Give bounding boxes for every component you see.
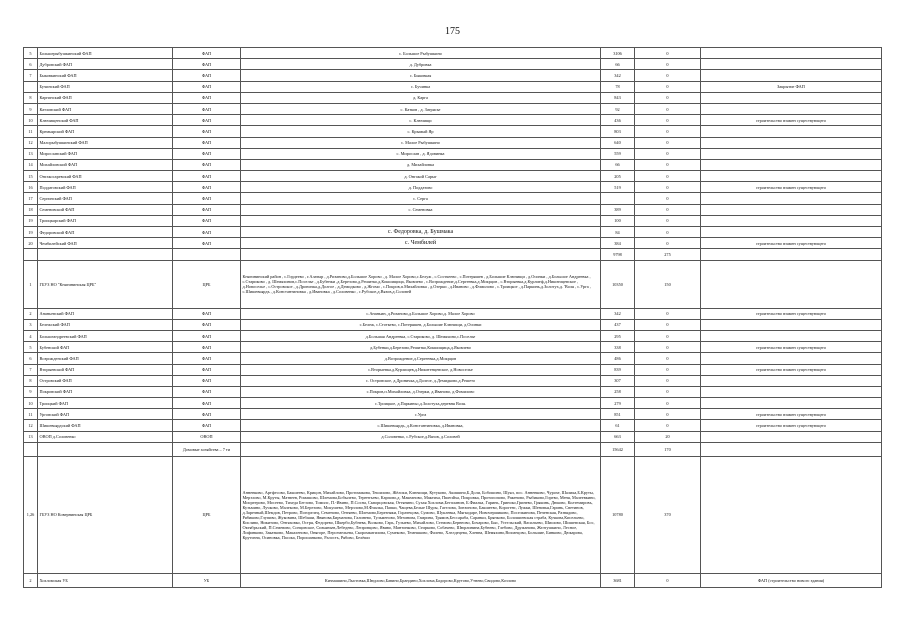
facility-name: Бележский ФАП xyxy=(38,319,173,330)
row-number: 1 xyxy=(24,260,38,308)
table-row xyxy=(24,342,882,353)
table-row xyxy=(24,70,882,81)
facility-type: ФАП xyxy=(173,81,241,92)
settlement-list: д.Бубенки,д.Березово,Решитко,Кокшищица,д.Яковлево xyxy=(241,342,601,353)
table-row xyxy=(24,92,882,103)
note-cell xyxy=(701,59,882,70)
count-value: 0 xyxy=(635,48,701,59)
row-number: 3 xyxy=(24,319,38,330)
settlement-list: д. Карга xyxy=(241,92,601,103)
facility-name: Федоровский ФАП xyxy=(38,227,173,238)
population-value: 279 xyxy=(601,398,635,409)
settlement-list: с. Островское, д.Дроничка,д.Долгое, д.Демидково,д.Решето xyxy=(241,375,601,386)
note-cell xyxy=(701,126,882,137)
facility-name: Большерыбушкинский ФАП xyxy=(38,48,173,59)
row-number: 20 xyxy=(24,238,38,249)
population-value: 851 xyxy=(601,409,635,420)
facility-name: Бубенский ФАП xyxy=(38,342,173,353)
settlement-list: с. Чембилей xyxy=(241,238,601,249)
note-cell: строительство взамен существующего xyxy=(701,182,882,193)
row-number: 12 xyxy=(24,420,38,431)
row-number: 18 xyxy=(24,204,38,215)
population-value: 559 xyxy=(601,148,635,159)
facility-name: ОВОП д.Соловенко xyxy=(38,431,173,442)
row-number: 11 xyxy=(24,409,38,420)
settlement-list: с.Троицкое, д.Паркиньо,д.Золотуха,деревня Воля. xyxy=(241,398,601,409)
note-cell: ФАП (строительство нового здания) xyxy=(701,573,882,587)
table-row xyxy=(24,353,882,364)
table-row xyxy=(24,420,882,431)
facility-name: Дубровский ФАП xyxy=(38,59,173,70)
settlement-list: с.Шишевьярдь, д.Константиновка, д.Ивановка, xyxy=(241,420,601,431)
count-value: 0 xyxy=(635,103,701,114)
facility-name: Островский ФАП xyxy=(38,375,173,386)
table-row xyxy=(24,81,882,92)
count-value: 150 xyxy=(635,260,701,308)
facility-name: Мирославский ФАП xyxy=(38,148,173,159)
settlement-list: с. Бучинка xyxy=(241,81,601,92)
population-value: 389 xyxy=(601,204,635,215)
note-cell: строительство взамен существующего xyxy=(701,420,882,431)
population-value: 66 xyxy=(601,59,635,70)
count-value: 0 xyxy=(635,215,701,226)
facility-name: ГБУЗ НО Ковернинская ЦРБ xyxy=(38,456,173,573)
table-row xyxy=(24,171,882,182)
row-number: 5 xyxy=(24,48,38,59)
facility-name: Ключищенский ФАП xyxy=(38,115,173,126)
count-value: 0 xyxy=(635,409,701,420)
facility-type: ФАП xyxy=(173,70,241,81)
settlement-list: с. Мирослав , д. Ядовинка xyxy=(241,148,601,159)
facility-name: Урговский ФАП xyxy=(38,409,173,420)
table-row xyxy=(24,398,882,409)
count-value: 0 xyxy=(635,92,701,103)
row-number: 8 xyxy=(24,92,38,103)
note-cell xyxy=(701,48,882,59)
settlement-list: с.Бележ, с.Стоткево, с.Потеряшев, д.Большие Ключищи, д.Осинки xyxy=(241,319,601,330)
count-value: 0 xyxy=(635,386,701,397)
facility-name: Шишевьярдский ФАП xyxy=(38,420,173,431)
settlement-list: с.Вторыевка,д.Курлищев,д.Никитенцевское, д.Новоселье xyxy=(241,364,601,375)
settlement-list: с. Семеновка xyxy=(241,204,601,215)
note-cell xyxy=(701,227,882,238)
row-number: 5 xyxy=(24,342,38,353)
note-cell xyxy=(701,137,882,148)
row-number: 19 xyxy=(24,227,38,238)
facility-type: ФАП xyxy=(173,48,241,59)
population-value: 9798 xyxy=(601,249,635,260)
table-row xyxy=(24,573,882,587)
facility-name: Вторыевский ФАП xyxy=(38,364,173,375)
note-cell xyxy=(701,249,882,260)
settlement-list: с.Покров,п.Михайловка, д.Озерки, д.Иваново, д.Фомилово xyxy=(241,386,601,397)
facility-name: Сергинский ФАП xyxy=(38,193,173,204)
note-cell xyxy=(701,375,882,386)
settlement-list: д. Михайловка xyxy=(241,159,601,170)
facility-type: ФАП xyxy=(173,342,241,353)
facility-name: Хохломская УБ xyxy=(38,573,173,587)
row-number: 13 xyxy=(24,431,38,442)
facility-type: ФАП xyxy=(173,59,241,70)
table-row xyxy=(24,456,882,573)
note-cell xyxy=(701,92,882,103)
row-number: 14 xyxy=(24,159,38,170)
population-value: 3681 xyxy=(601,573,635,587)
facility-type: ФАП xyxy=(173,420,241,431)
settlement-list: д. Поддатово xyxy=(241,182,601,193)
population-value: 92 xyxy=(601,103,635,114)
population-value: 15642 xyxy=(601,442,635,456)
table-row xyxy=(24,409,882,420)
note-cell xyxy=(701,319,882,330)
table-row xyxy=(24,48,882,59)
facility-type: ФАП xyxy=(173,238,241,249)
facility-name: Большеандреевский ФАП xyxy=(38,330,173,341)
settlement-list xyxy=(241,215,601,226)
population-value: 10350 xyxy=(601,260,635,308)
row-number xyxy=(24,442,38,456)
row-number: 10 xyxy=(24,398,38,409)
note-cell xyxy=(701,386,882,397)
count-value: 0 xyxy=(635,171,701,182)
note-cell: строительство взамен существующего xyxy=(701,342,882,353)
row-number: 4 xyxy=(24,330,38,341)
facility-name: Покровский ФАП xyxy=(38,386,173,397)
table-row xyxy=(24,115,882,126)
count-value: 0 xyxy=(635,126,701,137)
facility-name: Троицкий ФАП xyxy=(38,398,173,409)
population-value: 436 xyxy=(601,115,635,126)
facility-type xyxy=(173,249,241,260)
row-number: 7 xyxy=(24,364,38,375)
facility-name: Возрожденский ФАП xyxy=(38,353,173,364)
table-row xyxy=(24,148,882,159)
settlement-list: с. Катков , д. Затрясье xyxy=(241,103,601,114)
facility-type: ФАП xyxy=(173,171,241,182)
table-row xyxy=(24,260,882,308)
table-row xyxy=(24,319,882,330)
population-value: 78 xyxy=(601,81,635,92)
settlement-list: д.Возрождение,д.Сергеевка,д.Мокрцов xyxy=(241,353,601,364)
note-cell xyxy=(701,330,882,341)
settlement-list: с. Большое Рыбушкино xyxy=(241,48,601,59)
facility-name: Поддатовский ФАП xyxy=(38,182,173,193)
note-cell: Закрытие ФАП xyxy=(701,81,882,92)
settlement-list: с. Малое Рыбушкино xyxy=(241,137,601,148)
facility-type: ФАП xyxy=(173,386,241,397)
count-value: 0 xyxy=(635,193,701,204)
facility-type: ЦРБ xyxy=(173,456,241,573)
settlement-list: с. Серга xyxy=(241,193,601,204)
facility-type: ФАП xyxy=(173,204,241,215)
population-value: 839 xyxy=(601,364,635,375)
note-cell xyxy=(701,431,882,442)
count-value: 0 xyxy=(635,227,701,238)
facility-type: ФАП xyxy=(173,159,241,170)
population-value: 384 xyxy=(601,238,635,249)
table-row xyxy=(24,126,882,137)
facility-type: ФАП xyxy=(173,126,241,137)
population-value: 258 xyxy=(601,386,635,397)
count-value: 0 xyxy=(635,375,701,386)
facility-name: Каргинский ФАП xyxy=(38,92,173,103)
count-value: 0 xyxy=(635,364,701,375)
facility-type: ФАП xyxy=(173,92,241,103)
table-row xyxy=(24,193,882,204)
facility-type: ФАП xyxy=(173,375,241,386)
table-row xyxy=(24,137,882,148)
count-value: 0 xyxy=(635,573,701,587)
count-value: 0 xyxy=(635,342,701,353)
count-value: 0 xyxy=(635,398,701,409)
facility-type: ФАП xyxy=(173,364,241,375)
note-cell xyxy=(701,103,882,114)
note-cell xyxy=(701,70,882,81)
facility-type: ФАП xyxy=(173,398,241,409)
row-number: 9 xyxy=(24,386,38,397)
note-cell: строительство взамен существующего xyxy=(701,238,882,249)
table-row xyxy=(24,386,882,397)
population-value: 640 xyxy=(601,137,635,148)
count-value: 0 xyxy=(635,330,701,341)
population-value: 205 xyxy=(601,171,635,182)
count-value: 0 xyxy=(635,115,701,126)
row-number xyxy=(24,249,38,260)
count-value: 20 xyxy=(635,431,701,442)
settlement-list: с. Быковкая xyxy=(241,70,601,81)
population-value: 66 xyxy=(601,159,635,170)
population-value: 437 xyxy=(601,319,635,330)
table-row xyxy=(24,442,882,456)
row-number: 2 xyxy=(24,308,38,319)
settlement-list: с. Федоровка, д. Бушмака xyxy=(241,227,601,238)
table-row xyxy=(24,249,882,260)
table-row xyxy=(24,238,882,249)
population-value: 10780 xyxy=(601,456,635,573)
row-number: 6 xyxy=(24,353,38,364)
note-cell xyxy=(701,260,882,308)
settlement-list: д.Соловенко, с.Рубское,д.Вязов, д.Соловей xyxy=(241,431,601,442)
count-value: 0 xyxy=(635,59,701,70)
count-value: 0 xyxy=(635,182,701,193)
facility-name: Ананьевский ФАП xyxy=(38,308,173,319)
row-number: 17 xyxy=(24,193,38,204)
settlement-list: д. Онгакой Сарыг xyxy=(241,171,601,182)
settlement-list: с. Крымый Яр xyxy=(241,126,601,137)
settlement-list: д. Дубровка xyxy=(241,59,601,70)
settlement-list: с. Ключищи xyxy=(241,115,601,126)
facility-name: ГБУЗ НО "Княгининская ЦРБ" xyxy=(38,260,173,308)
facility-name: Бучинский ФАП xyxy=(38,81,173,92)
row-number: 13 xyxy=(24,148,38,159)
facility-type: ФАП xyxy=(173,330,241,341)
count-value: 0 xyxy=(635,353,701,364)
settlement-list: с.Ананьин, д.Ризаново,д.Большое Хорово,д. Малое Хорово xyxy=(241,308,601,319)
note-cell xyxy=(701,148,882,159)
facility-table xyxy=(23,47,882,588)
note-cell: строительство взамен существующего xyxy=(701,364,882,375)
table-row xyxy=(24,431,882,442)
count-value: 0 xyxy=(635,81,701,92)
row-number: 12 xyxy=(24,137,38,148)
population-value: 3106 xyxy=(601,48,635,59)
count-value: 0 xyxy=(635,308,701,319)
table-row xyxy=(24,364,882,375)
population-value: 663 xyxy=(601,431,635,442)
table-row xyxy=(24,103,882,114)
count-value: 0 xyxy=(635,70,701,81)
population-value: 84 xyxy=(601,227,635,238)
facility-type: ФАП xyxy=(173,215,241,226)
row-number: 19 xyxy=(24,215,38,226)
facility-type: ФАП xyxy=(173,319,241,330)
row-number: 15 xyxy=(24,171,38,182)
table-row xyxy=(24,375,882,386)
settlement-list xyxy=(241,442,601,456)
facility-name: Михайловский ФАП xyxy=(38,159,173,170)
row-number: 16 xyxy=(24,182,38,193)
facility-type: ФАП xyxy=(173,308,241,319)
count-value: 0 xyxy=(635,420,701,431)
count-value: 275 xyxy=(635,249,701,260)
count-value: 0 xyxy=(635,204,701,215)
facility-type: ФАП xyxy=(173,353,241,364)
row-number: 10 xyxy=(24,115,38,126)
population-value: 338 xyxy=(601,342,635,353)
facility-name: Малорыбушкинский ФАП xyxy=(38,137,173,148)
facility-type: ФАП xyxy=(173,103,241,114)
row-number: 11 xyxy=(24,126,38,137)
note-cell xyxy=(701,204,882,215)
table-row xyxy=(24,215,882,226)
population-value: 519 xyxy=(601,182,635,193)
settlement-list: с.Урга xyxy=(241,409,601,420)
facility-name: Семеновский ФАП xyxy=(38,204,173,215)
table-row xyxy=(24,330,882,341)
facility-name: Чембилейский ФАП xyxy=(38,238,173,249)
settlement-list: Княгининский район , с.Гордеево , г.Алатыр , д.Ризаново,д.Большое Хорово , д. Малое Хорово,с.Белуж , с.Состкеево , с.Потеряшев , д.Большие Ключищи , д.Осинки , д.Большое Андреевка , с.Стариково , д. Шемяхинов,с.Поселье , д.Бубенки ,д.Березово,д.Решитко,д.Кокшищица, Яковлево , с.Возрождение,д.Сергеевка,д.Мокрцов , с.Вторыевка,д.Курлиеф,д.Никитицевское , д.Новоселье , с.Островское , д.Дроничка,д.Долгое , д.Демидково , д.Жгомо , с.Покров,п.Михайловка , д.Озерки , д.Иваново , д.Фомилово , с.Троицкое , д.Паркинь,д.Золотух,д. 'Воля , с.Урга , с.Шишевьярдь , д.Константиновка , д.Ивановка , д.Соловенко , с.Рубское,д.Вязов,д.Соловей xyxy=(241,260,601,308)
row-number: 8 xyxy=(24,375,38,386)
facility-name xyxy=(38,249,173,260)
table-row xyxy=(24,182,882,193)
facility-name: Кремьярский ФАП xyxy=(38,126,173,137)
count-value: 0 xyxy=(635,159,701,170)
count-value: 0 xyxy=(635,238,701,249)
facility-type: ФАП xyxy=(173,182,241,193)
settlement-list xyxy=(241,249,601,260)
population-value: 295 xyxy=(601,330,635,341)
count-value: 0 xyxy=(635,148,701,159)
table-row xyxy=(24,159,882,170)
facility-type: ЦРБ xyxy=(173,260,241,308)
facility-type: УБ xyxy=(173,573,241,587)
population-value: 342 xyxy=(601,308,635,319)
facility-type: ФАП xyxy=(173,193,241,204)
note-cell: строительство взамен существующего xyxy=(701,308,882,319)
note-cell: строительство взамен существующего xyxy=(701,409,882,420)
population-value: 803 xyxy=(601,126,635,137)
facility-name: Онгакосаревский ФАП xyxy=(38,171,173,182)
population-value: 100 xyxy=(601,215,635,226)
facility-type: Домовые хозяйства – 7 ти xyxy=(173,442,241,456)
settlement-list: Кичмашино,Лыстовка,Шюдлово,Бавино,Брандино,Хохлома,Бадорово,Крутово,Утнево,Свидово,Козлово xyxy=(241,573,601,587)
row-number: 7 xyxy=(24,70,38,81)
note-cell xyxy=(701,171,882,182)
population-value: 843 xyxy=(601,92,635,103)
population-value: 342 xyxy=(601,70,635,81)
row-number: 9 xyxy=(24,103,38,114)
population-value: 307 xyxy=(601,375,635,386)
row-number: 2 xyxy=(24,573,38,587)
row-number xyxy=(24,81,38,92)
row-number: 6 xyxy=(24,59,38,70)
note-cell xyxy=(701,398,882,409)
settlement-list: д.Большая Андреевка, с.Стариково, д. Шемяхино,с.Поселье xyxy=(241,330,601,341)
population-value: 61 xyxy=(601,420,635,431)
population-value: 486 xyxy=(601,353,635,364)
note-cell xyxy=(701,193,882,204)
table-row xyxy=(24,204,882,215)
note-cell xyxy=(701,159,882,170)
facility-type: ОВОП xyxy=(173,431,241,442)
page-number: 175 xyxy=(445,26,460,37)
facility-name: Троицкарский ФАП xyxy=(38,215,173,226)
settlement-list: Анненково, Артфесово, Бакшеево, Крицон, Михайлово, Протомакова, Тешилово, Жёлоки, Ключищи, Кутуково, Акишино,Б.Доли, Бобошино, Шуял, пос. Анненково, Чурохт, Шалика,Б.Круты, Мерзлово, М.Круты, Матвеев, Ромашово, Шлемова,Бобылево, Терентьево, Карпово,д. Макеаново, Макеиха, Пшепйха, Покровка, Протопопово, Ракеново, Рыбиково,Горево, Меня, Малеевкино, Мисреерово, Мосеево, Тихеда Бегзово, Томилс, П.-Ивино, П.Сосна, Скворцовская, Оттянино, Сухая Хохлома,Бегпланин, Б.Фиалка, Гаринь, Гриноко,Гринево, Грякинь, Дюково, Колтемировь, Кузьмино, Лучково, Малеково, М.Березово, Мокушево, Мерзлово,М.Фиалка, Папки, Чащева,Белые Шуры, Гагелова, Зонзоново, Бакшеево, Корогенс, Лужки, Шеновья,Гаринь, Светинов, д.Заречный,Шемдов, Петрово, Погорелец, Семеново, Онтяево, Шлемово,Березняки, Горатецова, Сумово, Шуклевка, Мягкодаре, Новочершиково, Поселкинова, Печенская, Развядово, Рябиково,Глупиво, Жуковина, Шебаши, Явянова,Бирчанова, Галинево, Тульменово, Мезинова, Гамрина, Трямов,Бессараба, Саранки, Брянково, Болошиевская страба, Кучкова,Кисельево, Кисливо, Никитово, Онтяховко, Остря, Федорево, Шкербо,Бубнева, Волково, Гарь, Гузыево, Михайлово, Стемово,Бернеово, Бочарово, Быс, Устельский, Васильево, Шишово, Шишевская, Бос, Октябрьский, П.Семевово, Сонцовское, Сизьяньев,Лебедево, Лепровцово, Явиво, Мантонково, Стирково, Собачево, Шюрлинина,Бубнево, Глебово, Дружанова, Желтушкино, Лесное, Лифинково, Закатково, Макаленово, Онягоре, Персемельева, Скоромкатилова, Сумеково, Темешково, Фалево, Хлелдецева, Хлевна, Шемяхино,Вохмецово, Большие, Бинково, Дюкарова, Крутизна, Осиновка, Пасока, Порошанково, Ралость, Рябово, Белёши xyxy=(241,456,601,573)
facility-name: Быковкинский ФАП xyxy=(38,70,173,81)
count-value: 370 xyxy=(635,456,701,573)
population-value xyxy=(601,193,635,204)
count-value: 170 xyxy=(635,442,701,456)
facility-type: ФАП xyxy=(173,137,241,148)
count-value: 0 xyxy=(635,319,701,330)
facility-name xyxy=(38,442,173,456)
facility-type: ФАП xyxy=(173,115,241,126)
count-value: 0 xyxy=(635,137,701,148)
table-row xyxy=(24,227,882,238)
facility-type: ФАП xyxy=(173,227,241,238)
table-row xyxy=(24,59,882,70)
note-cell: строительство взамен существующего xyxy=(701,115,882,126)
table-row xyxy=(24,308,882,319)
note-cell xyxy=(701,442,882,456)
facility-type: ФАП xyxy=(173,409,241,420)
note-cell xyxy=(701,456,882,573)
facility-name: Катловский ФАП xyxy=(38,103,173,114)
note-cell xyxy=(701,353,882,364)
row-number: 1,26 xyxy=(24,456,38,573)
facility-type: ФАП xyxy=(173,148,241,159)
note-cell xyxy=(701,215,882,226)
